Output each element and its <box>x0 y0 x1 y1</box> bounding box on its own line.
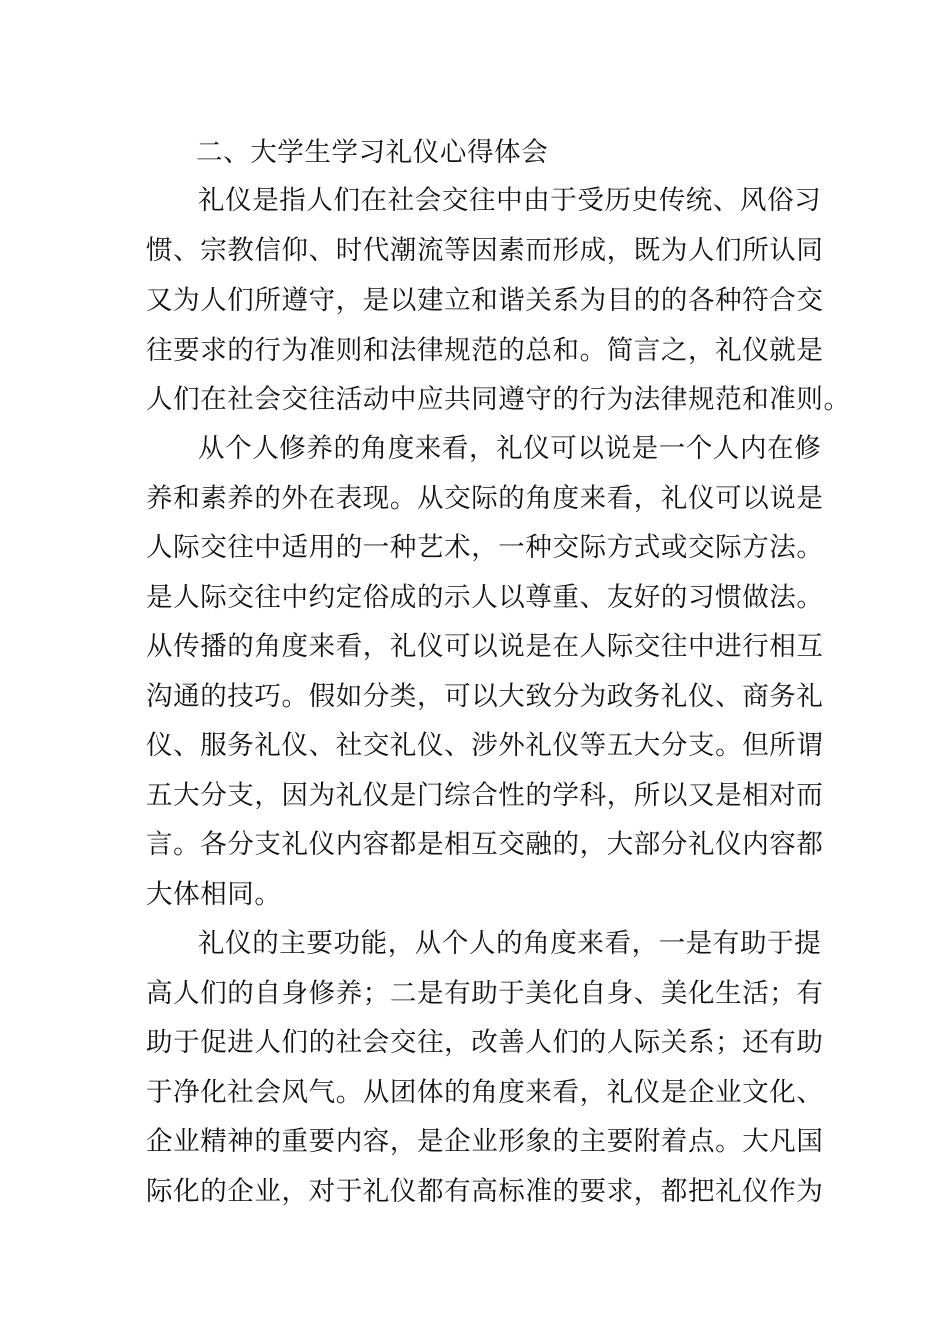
paragraph-3-line-6: 际化的企业，对于礼仪都有高标准的要求，都把礼仪作为 <box>146 1176 824 1207</box>
paragraph-3-line-2: 高人们的自身修养；二是有助于美化自身、美化生活；有 <box>146 978 824 1009</box>
paragraph-3-line-4: 于净化社会风气。从团体的角度来看，礼仪是企业文化、 <box>146 1077 824 1108</box>
paragraph-2-line-7: 仪、服务礼仪、社交礼仪、涉外礼仪等五大分支。但所谓 <box>146 730 824 761</box>
paragraph-3-line-3: 助于促进人们的社会交往，改善人们的人际关系；还有助 <box>146 1027 824 1058</box>
paragraph-2-line-6: 沟通的技巧。假如分类，可以大致分为政务礼仪、商务礼 <box>146 681 824 712</box>
paragraph-1-line-4: 往要求的行为准则和法律规范的总和。简言之，礼仪就是 <box>146 335 824 366</box>
paragraph-2-line-5: 从传播的角度来看，礼仪可以说是在人际交往中进行相互 <box>146 631 824 662</box>
paragraph-2-line-2: 养和素养的外在表现。从交际的角度来看，礼仪可以说是 <box>146 483 824 514</box>
paragraph-1-line-5: 人们在社会交往活动中应共同遵守的行为法律规范和准则。 <box>146 384 851 415</box>
paragraph-1-line-3: 又为人们所遵守，是以建立和谐关系为目的的各种符合交 <box>146 285 824 316</box>
section-heading: 二、大学生学习礼仪心得体会 <box>196 137 549 168</box>
paragraph-3-line-5: 企业精神的重要内容，是企业形象的主要附着点。大凡国 <box>146 1126 824 1157</box>
paragraph-1-line-1: 礼仪是指人们在社会交往中由于受历史传统、风俗习 <box>198 185 822 216</box>
paragraph-2-line-8: 五大分支，因为礼仪是门综合性的学科，所以又是相对而 <box>146 780 824 811</box>
paragraph-2-line-9: 言。各分支礼仪内容都是相互交融的，大部分礼仪内容都 <box>146 829 824 860</box>
paragraph-1-line-2: 惯、宗教信仰、时代潮流等因素而形成，既为人们所认同 <box>146 235 824 266</box>
paragraph-2-line-10: 大体相同。 <box>146 879 282 910</box>
paragraph-3-line-1: 礼仪的主要功能，从个人的角度来看，一是有助于提 <box>198 928 822 959</box>
paragraph-2-line-1: 从个人修养的角度来看，礼仪可以说是一个人内在修 <box>198 433 822 464</box>
paragraph-2-line-3: 人际交往中适用的一种艺术，一种交际方式或交际方法。 <box>146 532 824 563</box>
paragraph-2-line-4: 是人际交往中约定俗成的示人以尊重、友好的习惯做法。 <box>146 582 824 613</box>
